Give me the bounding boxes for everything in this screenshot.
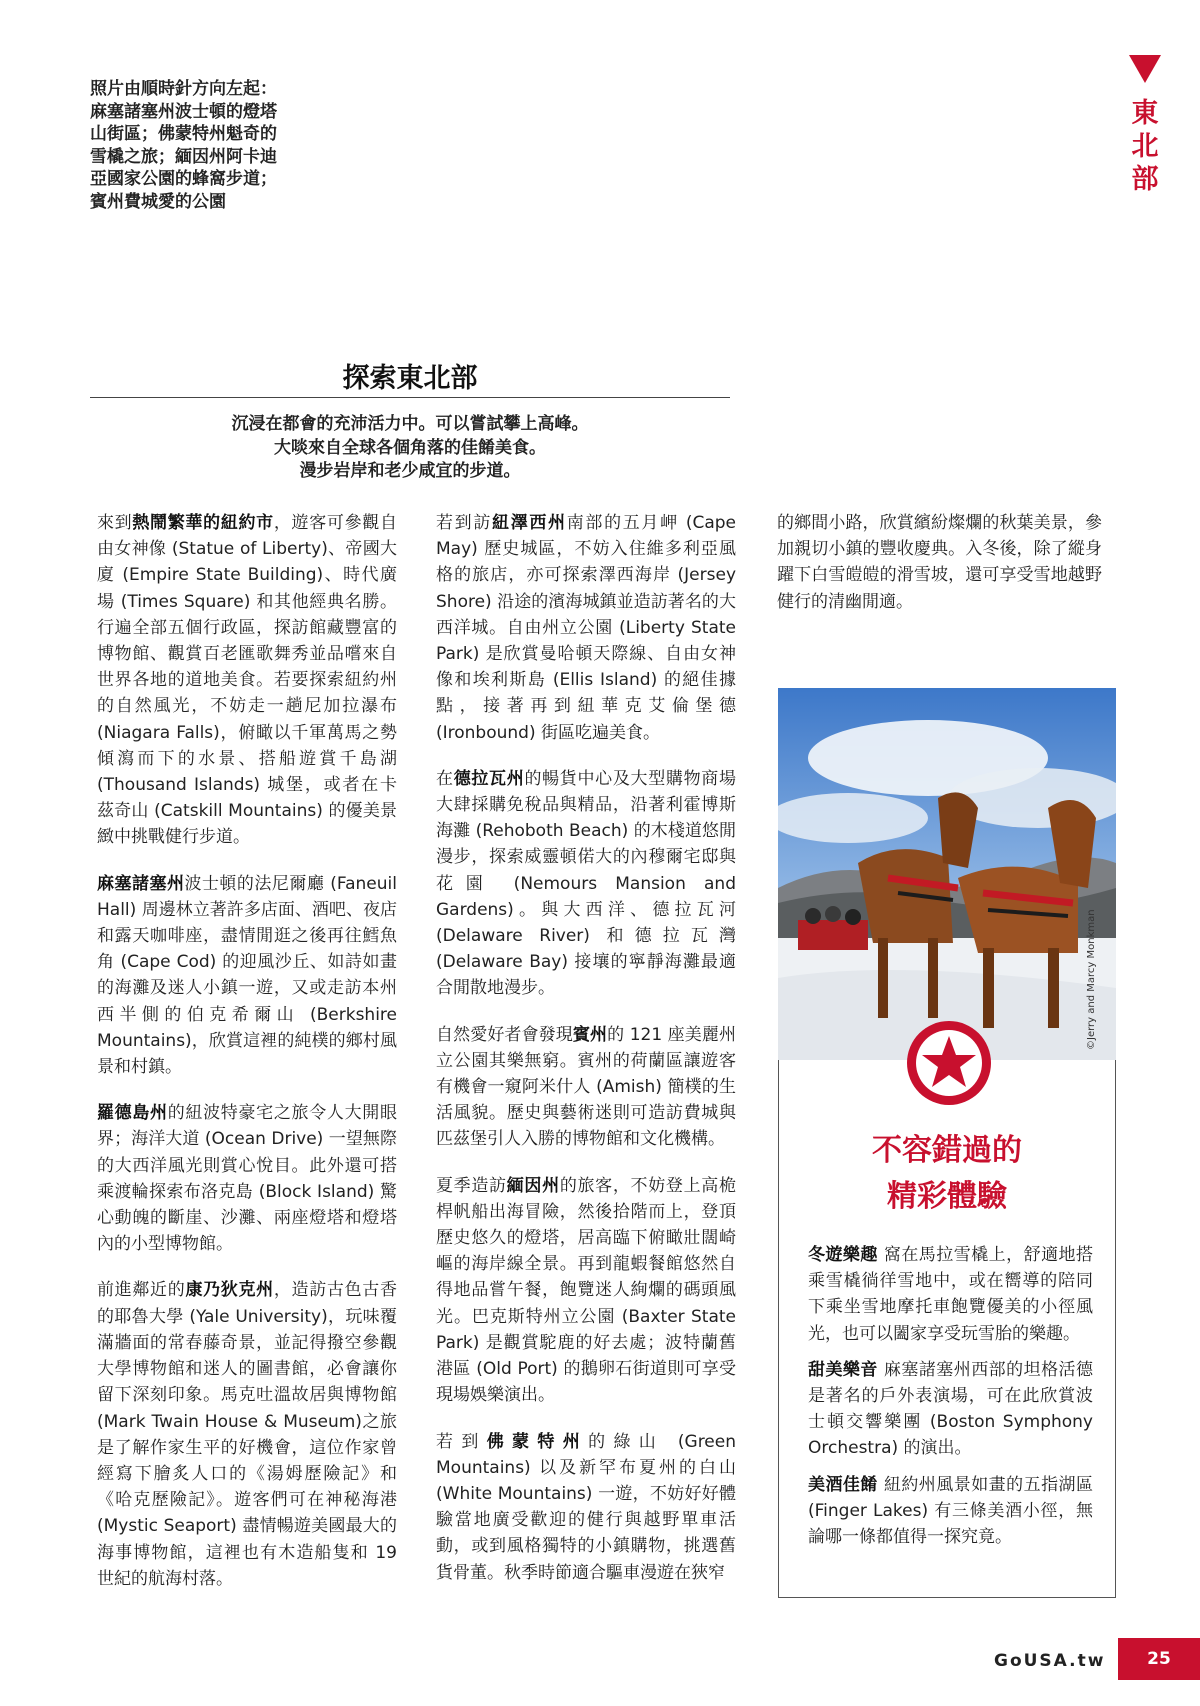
photo-credit: ©Jerry and Marcy Monkman <box>1086 909 1097 1050</box>
caption-line: 照片由順時針方向左起： <box>90 79 277 99</box>
paragraph-vermont: 若到佛蒙特州的綠山 (Green Mountains) 以及新罕布夏州的白山 (White Mountains) 一遊，不妨好好體驗當地廣受歡迎的健行與越野單車活動，或到風格獨特的小鎮購物，挑選舊貨骨董。秋季時節適合驅車漫遊在狹窄 <box>436 1431 736 1583</box>
must-see-item-music: 甜美樂音 麻塞諸塞州西部的坦格活德是著名的戶外表演場，可在此欣賞波士頓交響樂團 (Boston Symphony Orchestra) 的演出。 <box>808 1359 1094 1459</box>
section-tab-char: 部 <box>1131 164 1159 195</box>
subtitle-line: 漫步岩岸和老少咸宜的步道。 <box>299 461 521 481</box>
page-number: 25 <box>1118 1638 1200 1680</box>
must-see-item-winter: 冬遊樂趣 窩在馬拉雪橇上，舒適地搭乘雪橇徜徉雪地中，或在嚮導的陪同下乘坐雪地摩托車飽覽優美的小徑風光，也可以闔家享受玩雪胎的樂趣。 <box>808 1245 1094 1344</box>
body-column-1 <box>97 510 397 1612</box>
subtitle-line: 沉浸在都會的充沛活力中。可以嘗試攀上高峰。 <box>231 414 589 434</box>
caption-line: 雪橇之旅；緬因州阿卡迪 <box>90 146 277 167</box>
highlight-massachusetts: 麻塞諸塞州 <box>97 873 185 894</box>
paragraph-delaware: 在德拉瓦州的暢貨中心及大型購物商場大肆採購免稅品與精品，沿著利霍博斯海灘 (Rehoboth Beach) 的木棧道悠閒漫步，探索威靈頓偌大的內穆爾宅邸與花園 (Nemours Mansion and Gardens)。與大西洋、德拉瓦河 (Delaware River) 和德拉瓦灣 (Delaware Bay) 接壤的寧靜海灘最適合閒散地漫步。 <box>436 768 736 999</box>
paragraph-new-york: 來到熱鬧繁華的紐約市，遊客可參觀自由女神像 (Statue of Liberty)、帝國大廈 (Empire State Building)、時代廣場 (Times Square) 和其他經典名勝。行遍全部五個行政區，探訪館藏豐富的博物館、觀賞百老匯歌舞秀並品嚐來自世界各地的道地美食。若要探索紐約州的自然風光，不妨走一趟尼加拉瀑布 (Niagara Falls)，俯瞰以千軍萬馬之勢傾瀉而下的水景、搭船遊賞千島湖 (Thousand Islands) 城堡，或者在卡茲奇山 (Catskill Mountains) 的優美景緻中挑戰健行步道。 <box>97 513 397 848</box>
paragraph-pennsylvania: 自然愛好者會發現賓州的 121 座美麗州立公園其樂無窮。賓州的荷蘭區讓遊客有機會一窺阿米什人 (Amish) 簡樸的生活風貌。歷史與藝術迷則可造訪費城與匹茲堡引人入勝的博物館和文化機構。 <box>436 1024 736 1150</box>
section-tab-char: 北 <box>1131 131 1159 162</box>
must-see-item-wine: 美酒佳餚 紐約州風景如畫的五指湖區 (Finger Lakes) 有三條美酒小徑，無論哪一條都值得一探究竟。 <box>808 1474 1094 1548</box>
section-tab-char: 東 <box>1131 98 1159 129</box>
paragraph-massachusetts: 麻塞諸塞州波士頓的法尼爾廳 (Faneuil Hall) 周邊林立著許多店面、酒吧、夜店和露天咖啡座，盡情閒逛之後再往鱈魚角 (Cape Cod) 的迎風沙丘、如詩如畫的海灘及迷人小鎮一遊，又或走訪本州西半側的伯克希爾山 (Berkshire Mountains)，欣賞這裡的純樸的鄉村風景和村鎮。 <box>97 873 397 1078</box>
highlight-rhode-island: 羅德島州 <box>97 1103 168 1124</box>
caption-line: 山街區；佛蒙特州魁奇的 <box>90 124 277 144</box>
badge-inner-circle <box>916 1030 982 1096</box>
must-see-list <box>808 1242 1093 1560</box>
highlight-pennsylvania: 賓州 <box>572 1024 608 1045</box>
highlight-delaware: 德拉瓦州 <box>453 768 525 789</box>
must-see-title <box>778 1128 1116 1220</box>
caption-line: 賓州費城愛的公園 <box>90 191 226 212</box>
triangle-down-icon <box>1129 55 1161 83</box>
must-see-title-line: 精彩體驗 <box>887 1179 1007 1214</box>
highlight-vermont: 佛蒙特州 <box>486 1431 589 1452</box>
paragraph-maine: 夏季造訪緬因州的旅客，不妨登上高桅桿帆船出海冒險，然後拾階而上，登頂歷史悠久的燈塔，居高臨下俯瞰壯闊崎嶇的海岸線全景。再到龍蝦餐館悠然自得地品嘗午餐，飽覽迷人絢爛的碼頭風光。巴克斯特州立公園 (Baxter State Park) 是觀賞駝鹿的好去處；波特蘭舊港區 (Old Port) 的鵝卵石街道則可享受現場娛樂演出。 <box>436 1175 736 1406</box>
highlight-new-york: 熱鬧繁華的紐約市 <box>132 513 274 533</box>
highlight-new-jersey: 紐澤西州 <box>492 513 567 533</box>
footer-site-name: GoUSA.tw <box>994 1651 1106 1671</box>
star-icon <box>916 1030 982 1096</box>
body-column-3 <box>777 510 1102 635</box>
section-tab-label <box>1128 97 1162 196</box>
paragraph-rhode-island: 羅德島州的紐波特豪宅之旅令人大開眼界；海洋大道 (Ocean Drive) 一望無際的大西洋風光則賞心悅目。此外還可搭乘渡輪探索布洛克島 (Block Island) 驚心動魄的斷崖、沙灘、兩座燈塔和燈塔內的小型博物館。 <box>97 1103 397 1255</box>
paragraph-new-jersey: 若到訪紐澤西州南部的五月岬 (Cape May) 歷史城區，不妨入住維多利亞風格的旅店，亦可探索澤西海岸 (Jersey Shore) 沿途的濱海城鎮並造訪著名的大西洋城。自由州立公園 (Liberty State Park) 是欣賞曼哈頓天際線、自由女神像和埃利斯島 (Ellis Island) 的絕佳據點，接著再到紐華克艾倫堡德 (Ironbound) 街區吃遍美食。 <box>436 513 737 743</box>
sleigh-ride-photo <box>778 688 1116 1060</box>
highlight-maine: 緬因州 <box>506 1175 560 1196</box>
star-badge-icon <box>907 1021 991 1105</box>
caption-line: 亞國家公園的蜂窩步道； <box>90 169 277 189</box>
subtitle-line: 大啖來自全球各個角落的佳餚美食。 <box>274 437 546 458</box>
paragraph-connecticut: 前進鄰近的康乃狄克州，造訪古色古香的耶魯大學 (Yale University)，玩味覆滿牆面的常春藤奇景，並記得撥空參觀大學博物館和迷人的圖書館，必會讓你留下深刻印象。馬克吐溫故居與博物館(Mark Twain House & Museum)之旅是了解作家生平的好機會，這位作家曾經寫下膾炙人口的《湯姆歷險記》和《哈克歷險記》。遊客們可在神秘海港 (Mystic Seaport) 盡情暢遊美國最大的海事博物館，這裡也有木造船隻和 19 世紀的航海村落。 <box>97 1280 397 1589</box>
paragraph-vermont-continued: 的鄉間小路，欣賞繽紛燦爛的秋葉美景，參加親切小鎮的豐收慶典。入冬後，除了縱身躍下白雪皚皚的滑雪坡，還可享受雪地越野健行的清幽閒適。 <box>777 513 1102 612</box>
body-column-2 <box>436 510 736 1606</box>
must-see-title-line: 不容錯過的 <box>872 1133 1022 1168</box>
title-divider <box>90 397 730 398</box>
article-title: 探索東北部 <box>342 363 478 394</box>
caption-line: 麻塞諸塞州波士頓的燈塔 <box>90 101 277 122</box>
highlight-connecticut: 康乃狄克州 <box>185 1280 274 1301</box>
article-subtitle <box>90 413 730 484</box>
photo-caption <box>90 78 320 213</box>
horse-sleigh-illustration <box>778 688 1116 1060</box>
